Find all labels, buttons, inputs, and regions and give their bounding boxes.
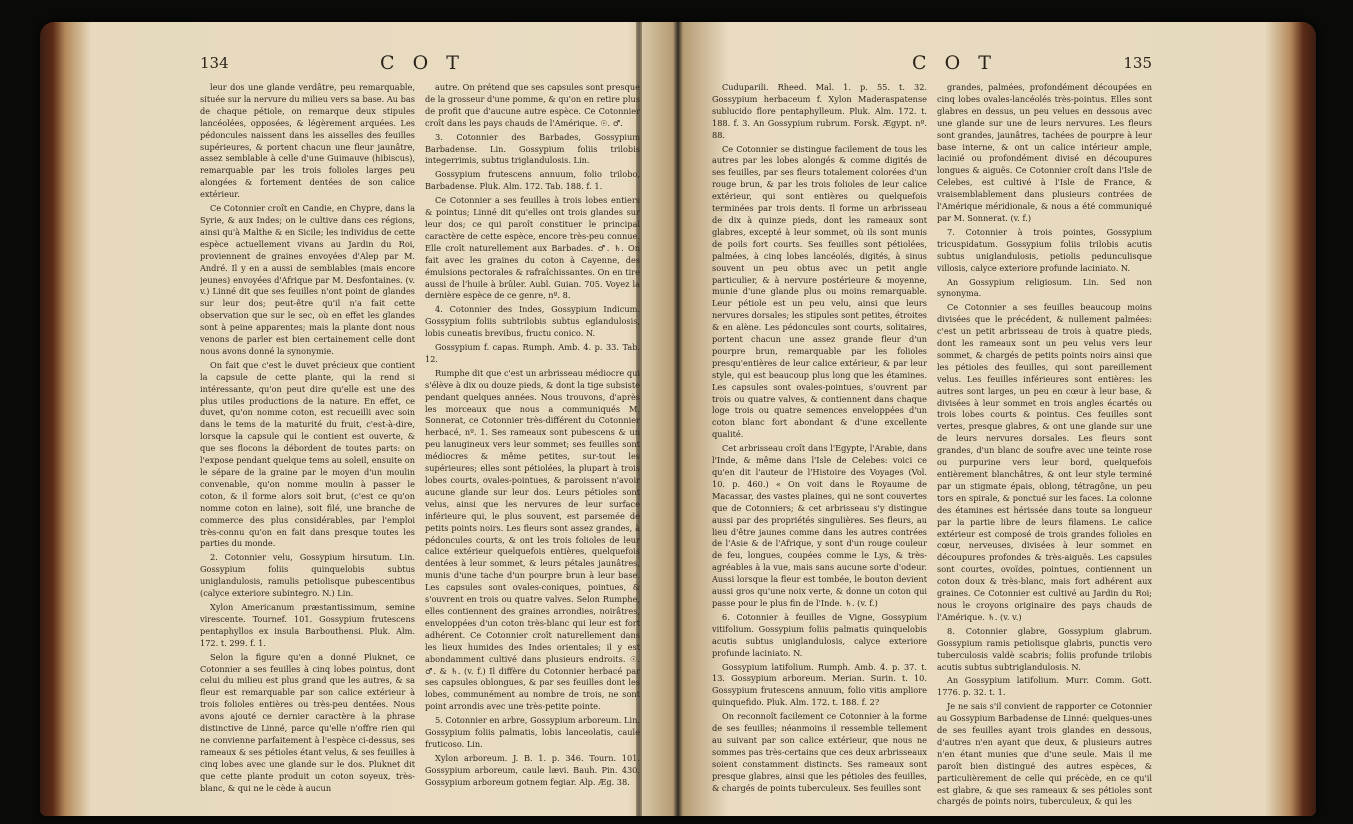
paragraph: Cet arbrisseau croît dans l'Egypte, l'Arabie, dans l'Inde, & même dans l'Isle de Celebes: voici ce qu'en dit l'auteur de l'Histoire des Voyages (Vol. 10. p. 460.) « On voit dans le Royaume de Macassar, des vastes plaines, qui ne sont couvertes que de Cotonniers; & cet arbrisseau s'y distingue aussi par des propriétés singulières. Ses fleurs, au lieu d'être jaunes comme dans les autres contrées de l'Asie & de l'Afrique, y sont d'un rouge couleur de feu, longues, coupées comme le Lys, & très-agréables à la vue, mais sans aucune sorte d'odeur. Aussi lorsque la fleur est tombée, le bouton devient aussi gros qu'une noix verte, & donne un coton qui passe pour le plus fin de l'Inde. ♄. (v. f.) [712,443,927,608]
paragraph: 5. Cotonnier en arbre, Gossypium arboreum. Lin. Gossypium foliis palmatis, lobis lanceolatis, caule fruticoso. Lin. [425,715,640,749]
paragraph: Ce Cotonnier a ses feuilles à trois lobes entiers & pointus; Linné dit qu'elles ont trois glandes sur leur dos; ce qui paroît constituer le principal caractère de cette espèce, encore très-peu connue. Elle croît naturellement aux Barbades. ♂. ♄. On fait avec les graines du coton à Cayenne, des émulsions pectorales & rafraîchissantes. On en tire aussi de l'huile à brûler. Aubl. Guian. 705. Voyez la dernière espèce de ce genre, nº. 8. [425,195,640,301]
left-column-2 [425,82,640,812]
paragraph: Gossypium frutescens annuum, folio trilobo, Barbadense. Pluk. Alm. 172. Tab. 188. f. 1. [425,169,640,192]
paragraph: Xylon Americanum præstantissimum, semine virescente. Tournef. 101. Gossypium frutescens pentaphyllos ex insula Barbouthensi. Pluk. Alm. 172. t. 299. f. 1. [200,601,415,648]
paragraph: 4. Cotonnier des Indes, Gossypium Indicum. Gossypium foliis subtrilobis subtus eglandulosis, lobis cuneatis brevibus, fructu conico. N. [425,304,640,339]
right-running-head: C O T [912,52,997,74]
paragraph: 8. Cotonnier glabre, Gossypium glabrum. Gossypium ramis petiolisque glabris, punctis vero tuberculosis valdè scabris; foliis profunde trilobis acutis subtus subtriglandulosis. N. [937,625,1152,672]
paragraph: Rumphe dit que c'est un arbrisseau médiocre qui s'élève à dix ou douze pieds, & dont la tige subsiste pendant quelques années. Nous trouvons, d'après les morceaux que nous a communiqués M. Sonnerat, ce Cotonnier très-différent du Cotonnier herbacé, nº. 1. Ses rameaux sont pubescens & un peu lanugineux vers leur sommet; ses feuilles sont médiocres & même petites, sur-tout les supérieures; elles sont pétiolées, la plupart à trois lobes courts, ovales-pointues, & paroissent n'avoir aucune glande sur leur dos. Leurs pétioles sont velus, ainsi que les nervures de leur surface inférieure qui, le plus souvent, est parsemée de petits points noirs. Les fleurs sont assez grandes, à pédoncules courts, & ont les trois folioles de leur calice extérieur quelquefois entières, quelquefois dentées à leur sommet, & leurs pétales jaunâtres, munis d'une tache d'un pourpre brun à leur base. Les capsules sont ovales-coniques, pointues, & s'ouvrent en trois ou quatre valves. Selon Rumphe, elles contiennent des graines arrondies, noirâtres, enveloppées d'un coton très-blanc qui leur est fort adhérent. Ce Cotonnier croît naturellement dans les lieux humides des Indes orientales; il y est abondamment cultivé dans plusieurs endroits. ☉. ♂. & ♄. (v. f.) Il diffère du Cotonnier herbacé par ses capsules oblongues, & par ses feuilles dont les lobes, communément au nombre de trois, ne sont point arrondis avec une très-petite pointe. [425,367,640,712]
paragraph: Ce Cotonnier a ses feuilles beaucoup moins divisées que le précédent, & nullement palmées: c'est un petit arbrisseau de trois à quatre pieds, dont les rameaux sont un peu velus vers leur sommet, & chargés de petits points noirs ainsi que les pétioles des feuilles, qui sont pareillement velus. Les feuilles inférieures sont entières: les autres sont larges, un peu en cœur à leur base, & divisées à leur sommet en trois angles écartés ou trois lobes courts & pointus. Ces feuilles sont vertes, presque glabres, & ont une glande sur une de leurs nervures dorsales. Les fleurs sont grandes, d'un blanc de soufre avec une teinte rose ou purpurine vers leur bord, quelquefois entièrement blanchâtres, & ont leur style terminé par un stigmate épais, oblong, tétragône, un peu tors en spirale, & ponctué sur les faces. La colonne des étamines est hérissée dans toute sa longueur par la partie libre de leurs filamens. Le calice extérieur est composé de trois grandes folioles en cœur, nerveuses, divisées à leur sommet en découpures profondes & très-aiguës. Les capsules sont courtes, ovoïdes, pointues, contiennent un coton doux & très-blanc, mais fort adhérent aux graines. Ce Cotonnier est cultivé au Jardin du Roi; nous le croyons originaire des pays chauds de l'Amérique. ♄. (v. v.) [937,302,1152,622]
right-column-1 [712,82,927,812]
left-running-head: C O T [380,52,465,74]
right-page-header [712,54,1152,76]
paragraph: 2. Cotonnier velu, Gossypium hirsutum. Lin. Gossypium foliis quinquelobis subtus uniglandulosis, ramulis petiolisque pubescentibus (calyce exteriore subintegro. N.) Lin. [200,552,415,599]
paragraph: An Gossypium latifolium. Murr. Comm. Gott. 1776. p. 32. t. 1. [937,675,1152,698]
paragraph: An Gossypium religiosum. Lin. Sed non synonyma. [937,276,1152,299]
paragraph: 3. Cotonnier des Barbades, Gossypium Barbadense. Lin. Gossypium foliis trilobis integerrimis, subtus triglandulosis. Lin. [425,131,640,166]
paragraph: grandes, palmées, profondément découpées en cinq lobes ovales-lancéolés très-pointus. Elles sont glabres en dessus, un peu velues en dessous avec une glande sur une de leurs nervures. Les fleurs sont grandes, jaunâtres, tachées de pourpre à leur base interne, & ont un calice intérieur ample, lacinié ou profondément divisé en découpures longues & aiguës. Ce Cotonnier croît dans l'Isle de Celebes, est cultivé à l'Isle de France, & vraisemblablement dans plusieurs contrées de l'Amérique méridionale, & nous a été communiqué par M. Sonnerat. (v. f.) [937,82,1152,223]
paragraph: Gossypium f. capas. Rumph. Amb. 4. p. 33. Tab. 12. [425,342,640,364]
right-page-number: 135 [1123,54,1152,72]
left-page-number: 134 [200,54,229,72]
paragraph: autre. On prétend que ses capsules sont presque de la grosseur d'une pomme, & qu'on en retire plus de profit que d'aucune autre espèce. Ce Cotonnier croît dans les pays chauds de l'Amérique. ☉. ♂. [425,82,640,128]
paragraph: Gossypium latifolium. Rumph. Amb. 4. p. 37. t. 13. Gossypium arboreum. Merian. Surin. t. 10. Gossypium frutescens annuum, folio vitis ampliore quinquefido. Pluk. Alm. 172. t. 188. f. 2? [712,661,927,708]
paragraph: leur dos une glande verdâtre, peu remarquable, située sur la nervure du milieu vers sa base. Au bas de chaque pétiole, on remarque deux stipules lancéolées, opposées, & légèrement arquées. Les pédoncules naissent dans les aisselles des feuilles supérieures, & portent chacun une fleur jaunâtre, assez semblable à celle d'une Guimauve (hibiscus), remarquable par les trois folioles larges peu alongées & fortement dentées de son calice extérieur. [200,82,415,200]
paragraph: On reconnoît facilement ce Cotonnier à la forme de ses feuilles; néanmoins il ressemble tellement au suivant par son calice extérieur, que nous ne sommes pas très-certains que ces deux arbrisseaux soient constamment distincts. Ses rameaux sont presque glabres, ainsi que les pétioles des feuilles, & chargés de points tuberculeux. Ses feuilles sont [712,711,927,793]
paragraph: On fait que c'est le duvet précieux que contient la capsule de cette plante, qui la rend si intéressante, qu'on peut dire qu'elle est une des plus utiles productions de la nature. En effet, ce duvet, qu'on nomme coton, est recueilli avec soin dans le tems de la maturité du fruit, c'est-à-dire, lorsque la capsule qui le contient est ouverte, & que ses flocons la débordent de toutes parts: on l'expose pendant quelque tems au soleil, ensuite on le sépare de la graine par le moyen d'un moulin convenable, qu'on nomme moulin à passer le coton, & il forme alors soit brut, (c'est ce qu'on nomme coton en laine), soit filé, une branche de commerce des plus considérables, par l'emploi très-connu qu'on en fait dans presque toutes les parties du monde. [200,359,415,549]
left-page-header [200,54,640,76]
paragraph: Selon la figure qu'en a donné Pluknet, ce Cotonnier a ses feuilles à cinq lobes pointus, dont celui du milieu est plus grand que les autres, & sa fleur est remarquable par son calice extérieur à trois folioles entières ou très-peu dentées. Nous avons ajouté ce dernier caractère à la phrase distinctive de Linné, parce qu'elle n'offre rien qui ne convienne parfaitement à l'espèce ci-dessus, ses rameaux & ses pétioles étant velus, & ses feuilles à cinq lobes avec une glande sur le dos. Pluknet dit que cette plante produit un coton soyeux, très-blanc, & qui ne le cède à aucun [200,651,415,793]
paragraph: 6. Cotonnier à feuilles de Vigne, Gossypium vitifolium. Gossypium foliis palmatis quinquelobis acutis subtus uniglandulosis, calyce exteriore profunde laciniato. N. [712,611,927,658]
paragraph: Ce Cotonnier croît en Candie, en Chypre, dans la Syrie, & aux Indes; on le cultive dans ces régions, ainsi qu'à Malthe & en Sicile; les individus de cette espèce actuellement vivans au Jardin du Roi, proviennent de graines envoyées d'Alep par M. André. Il y en a aussi de semblables (mais encore jeunes) envoyées d'Afrique par M. Desfontaines. (v. v.) Linné dit que ses feuilles n'ont point de glandes sur leur dos; peut-être qu'il n'a fait cette observation que sur le sec, où en effet les glandes sont à peine apparentes; mais la plante dont nous venons de parler est bien certainement celle dont nous avons donné la synonymie. [200,203,415,356]
right-column-2 [937,82,1152,812]
paragraph: 7. Cotonnier à trois pointes, Gossypium tricuspidatum. Gossypium foliis trilobis acutis subtus uniglandulosis, petiolis pedunculisque villosis, calyce exteriore profunde laciniato. N. [937,226,1152,273]
paragraph: Xylon arboreum. J. B. 1. p. 346. Tourn. 101. Gossypium arboreum, caule lævi. Bauh. Pin. 430. Gossypium arboreum gotnem fegiar. Alp. Æg. 38. [425,752,640,787]
paragraph: Je ne sais s'il convient de rapporter ce Cotonnier au Gossypium Barbadense de Linné: quelques-unes de ses feuilles ayant trois glandes en dessous, d'autres n'en ayant que deux, & plusieurs autres n'en étant munies que d'une seule. Mais il me paroît bien distingué des autres espèces, & particulièrement de celle qui précède, en ce qu'il est glabre, & que ses rameaux & ses pétioles sont chargés de points noirs, tuberculeux, & qui les [937,701,1152,807]
left-column-1 [200,82,415,812]
paragraph: Ce Cotonnier se distingue facilement de tous les autres par les lobes alongés & comme digités de ses feuilles, par ses fleurs totalement colorées d'un rouge brun, & par les trois folioles de leur calice extérieur, qui sont entières ou quelquefois terminées par trois dents. Il forme un arbrisseau de dix à quinze pieds, dont les rameaux sont glabres, excepté à leur sommet, où ils sont munis de poils fort courts. Ses feuilles sont pétiolées, palmées, à cinq lobes lancéolés, digités, à sinus souvent un peu obtus avec un petit angle particulier, & à nervure postérieure & moyenne, munie d'une glande plus ou moins remarquable. Leur pétiole est un peu velu, ainsi que leurs nervures dorsales; les stipules sont petites, étroites & en alène. Les pédoncules sont courts, solitaires, portent chacun une assez grande fleur d'un pourpre brun, remarquable par les folioles presqu'entières de leur calice extérieur, & par leur style, qui est beaucoup plus long que les étamines. Les capsules sont ovales-pointues, s'ouvrent par trois ou quatre valves, & contiennent dans chaque loge trois ou quatre semences enveloppées d'un coton blanc fort abondant & d'une excellente qualité. [712,143,927,440]
paragraph: Cuduparili. Rheed. Mal. 1. p. 55. t. 32. Gossypium herbaceum f. Xylon Maderaspatense sublucido flore pentaphylleum. Pluk. Alm. 172. t. 188. f. 3. An Gossypium rubrum. Forsk. Ægypt. nº. 88. [712,82,927,140]
